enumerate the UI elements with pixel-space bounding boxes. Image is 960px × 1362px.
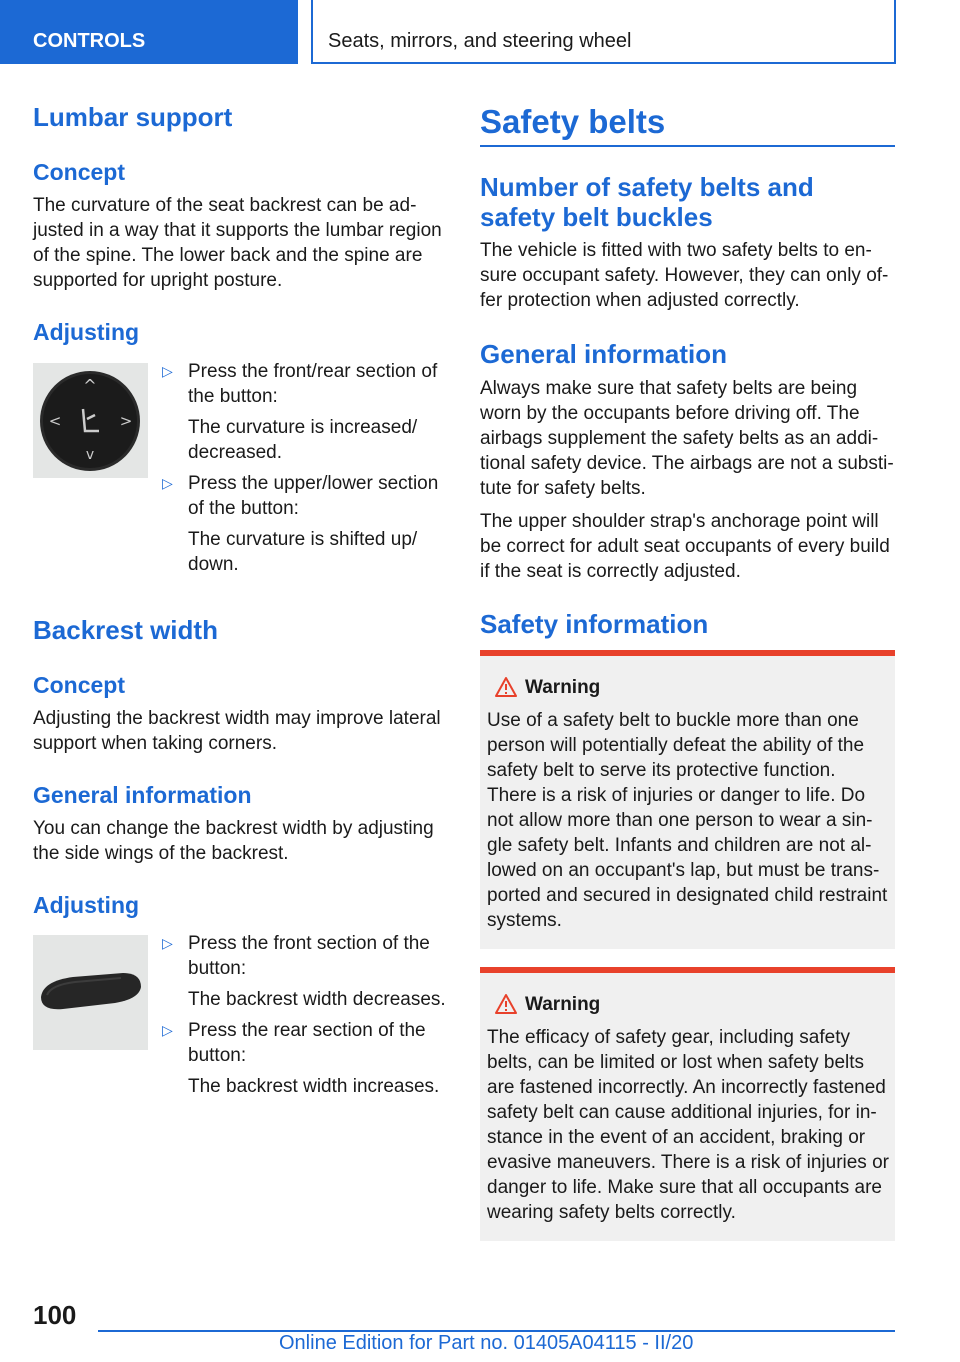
warning-header xyxy=(487,993,889,1017)
section-tab[interactable]: CONTROLS xyxy=(0,0,298,64)
svg-text:^: ^ xyxy=(83,376,97,395)
step-instruction: Press the front/rear section of the button: xyxy=(188,361,438,407)
warning-label: Warning xyxy=(525,677,601,698)
number-of-belts-text: The vehicle is fitted with two safety belts to ensure occupant safety. However, they can only offer protection when adjusted correctly. xyxy=(480,240,889,311)
step-instruction: Press the upper/lower section of the button: xyxy=(188,473,439,519)
safety-belts-title: Safety belts xyxy=(480,103,666,140)
backrest-button-image xyxy=(33,935,148,1050)
warning-box xyxy=(480,967,895,1241)
svg-text:<: < xyxy=(48,412,62,430)
backrest-concept-heading: Concept xyxy=(33,672,125,698)
step-result: The backrest width increases. xyxy=(188,1076,440,1097)
lumbar-support-heading: Lumbar support xyxy=(33,102,233,132)
list-item xyxy=(160,1018,448,1099)
lumbar-concept-heading: Concept xyxy=(33,159,125,185)
step-result: The curvature is increased/ decreased. xyxy=(188,417,418,463)
general-information-heading: General information xyxy=(480,339,728,369)
warning-label: Warning xyxy=(525,994,601,1015)
backrest-steps-list xyxy=(160,931,448,1105)
page-header xyxy=(0,0,960,66)
number-of-belts-heading: Number of safety belts and safety belt buckles xyxy=(480,172,814,232)
backrest-concept-text: Adjusting the backrest width may improve lateral support when taking corners. xyxy=(33,708,441,754)
backrest-general-heading: General information xyxy=(33,782,252,808)
general-information-text: Always make sure that safety belts are being worn by the occupants before driving off. The airbags supplement the safety belts as an additional safety device. The airbags are not a substitute for safety belts. xyxy=(480,378,894,499)
chapter-title: Seats, mirrors, and steering wheel xyxy=(311,0,896,64)
warning-box xyxy=(480,650,895,949)
step-triangle-icon: ▷ xyxy=(162,935,173,951)
backrest-width-heading: Backrest width xyxy=(33,615,218,645)
warning-text: Use of a safety belt to buckle more than one person will potentially defeat the ability of the safety belt to serve its protective function. There is a risk of injuries or danger to life. Do not allow more than one person to wear a single safety belt. Infants and children are not allowed on an occupant's lap, but must be transported and secured in designated child restraint systems. xyxy=(487,710,888,931)
step-triangle-icon: ▷ xyxy=(162,475,173,491)
lumbar-steps-list xyxy=(160,359,448,583)
step-result: The backrest width decreases. xyxy=(188,989,446,1010)
warning-header xyxy=(487,676,889,700)
warning-triangle-icon xyxy=(494,676,518,698)
title-rule xyxy=(480,145,895,147)
lumbar-concept-text: The curvature of the seat backrest can be adjusted in a way that it supports the lumbar region of the spine. The lower back and the spine are supported for upright posture. xyxy=(33,195,442,291)
step-triangle-icon: ▷ xyxy=(162,363,173,379)
lumbar-adjusting-heading: Adjusting xyxy=(33,319,140,345)
svg-text:>: > xyxy=(119,412,133,430)
backrest-adjusting-heading: Adjusting xyxy=(33,892,140,918)
safety-information-heading: Safety information xyxy=(480,609,709,639)
lumbar-button-image xyxy=(33,363,148,478)
step-triangle-icon: ▷ xyxy=(162,1022,173,1038)
list-item xyxy=(160,931,448,1012)
step-instruction: Press the rear section of the button: xyxy=(188,1020,426,1066)
anchorage-point-text: The upper shoulder strap's anchorage point will be correct for adult seat occupants of every build if the seat is correctly adjusted. xyxy=(480,511,890,582)
svg-text:v: v xyxy=(85,447,95,463)
step-result: The curvature is shifted up/ down. xyxy=(188,529,418,575)
step-instruction: Press the front section of the button: xyxy=(188,933,430,979)
backrest-general-text: You can change the backrest width by adjusting the side wings of the backrest. xyxy=(33,818,434,864)
list-item xyxy=(160,471,448,577)
warning-text: The efficacy of safety gear, including safety belts, can be limited or lost when safety belts are fastened incorrectly. An incorrectly fastened safety belt can cause additional injuries, for instance in the event of an accident, braking or evasive maneuvers. There is a risk of injuries or danger to life. Make sure that all occupants are wearing safety belts correctly. xyxy=(487,1027,889,1223)
warning-triangle-icon xyxy=(494,993,518,1015)
list-item xyxy=(160,359,448,465)
page-number: 100 xyxy=(33,1300,77,1330)
edition-text: Online Edition for Part no. 01405A04115 - II/20 xyxy=(279,1332,694,1354)
